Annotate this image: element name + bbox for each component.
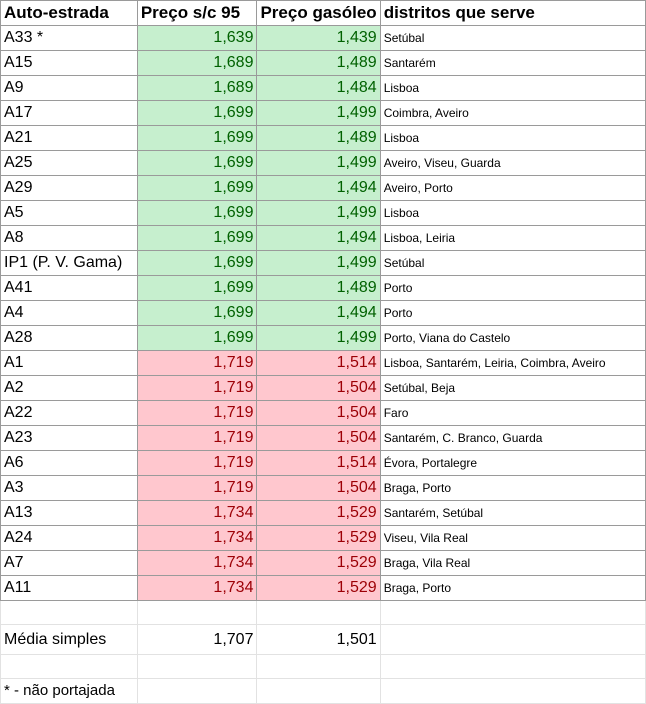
price-diesel-cell[interactable]: 1,499 xyxy=(257,151,380,176)
empty-cell[interactable] xyxy=(380,655,645,679)
road-cell[interactable]: A1 xyxy=(1,351,138,376)
price-diesel-cell[interactable]: 1,514 xyxy=(257,351,380,376)
price-95-cell[interactable]: 1,734 xyxy=(137,576,257,601)
districts-cell[interactable]: Braga, Porto xyxy=(380,476,645,501)
districts-cell[interactable]: Braga, Vila Real xyxy=(380,551,645,576)
table-row xyxy=(1,151,646,176)
districts-cell[interactable]: Évora, Portalegre xyxy=(380,451,645,476)
districts-cell[interactable]: Santarém xyxy=(380,51,645,76)
header-districts[interactable]: distritos que serve xyxy=(380,1,645,26)
average-row xyxy=(1,625,646,655)
price-diesel-cell[interactable]: 1,504 xyxy=(257,401,380,426)
road-cell[interactable]: A24 xyxy=(1,526,138,551)
districts-cell[interactable]: Santarém, Setúbal xyxy=(380,501,645,526)
road-cell[interactable]: A22 xyxy=(1,401,138,426)
empty-cell[interactable] xyxy=(1,601,138,625)
districts-cell[interactable]: Setúbal xyxy=(380,251,645,276)
road-cell[interactable]: A5 xyxy=(1,201,138,226)
price-95-cell[interactable]: 1,734 xyxy=(137,501,257,526)
price-95-cell[interactable]: 1,719 xyxy=(137,376,257,401)
price-diesel-cell[interactable]: 1,499 xyxy=(257,326,380,351)
price-95-cell[interactable]: 1,699 xyxy=(137,201,257,226)
empty-cell[interactable] xyxy=(380,625,645,655)
average-diesel[interactable]: 1,501 xyxy=(257,625,380,655)
table-row xyxy=(1,476,646,501)
districts-cell[interactable]: Lisboa, Leiria xyxy=(380,226,645,251)
table-row xyxy=(1,51,646,76)
note-row xyxy=(1,679,646,704)
districts-cell[interactable]: Setúbal xyxy=(380,26,645,51)
average-p95[interactable]: 1,707 xyxy=(137,625,257,655)
road-cell[interactable]: A4 xyxy=(1,301,138,326)
price-95-cell[interactable]: 1,699 xyxy=(137,151,257,176)
table-row xyxy=(1,401,646,426)
price-95-cell[interactable]: 1,719 xyxy=(137,401,257,426)
table-row xyxy=(1,251,646,276)
price-diesel-cell[interactable]: 1,504 xyxy=(257,376,380,401)
districts-cell[interactable]: Porto, Viana do Castelo xyxy=(380,326,645,351)
price-diesel-cell[interactable]: 1,529 xyxy=(257,551,380,576)
price-diesel-cell[interactable]: 1,489 xyxy=(257,51,380,76)
price-95-cell[interactable]: 1,719 xyxy=(137,426,257,451)
road-cell[interactable]: A25 xyxy=(1,151,138,176)
districts-cell[interactable]: Coimbra, Aveiro xyxy=(380,101,645,126)
price-diesel-cell[interactable]: 1,499 xyxy=(257,251,380,276)
price-diesel-cell[interactable]: 1,504 xyxy=(257,426,380,451)
price-diesel-cell[interactable]: 1,489 xyxy=(257,126,380,151)
table-row xyxy=(1,226,646,251)
blank-row xyxy=(1,655,646,679)
price-diesel-cell[interactable]: 1,514 xyxy=(257,451,380,476)
road-cell[interactable]: A33 * xyxy=(1,26,138,51)
empty-cell[interactable] xyxy=(257,655,380,679)
districts-cell[interactable]: Porto xyxy=(380,276,645,301)
price-95-cell[interactable]: 1,734 xyxy=(137,551,257,576)
table-row xyxy=(1,551,646,576)
price-diesel-cell[interactable]: 1,529 xyxy=(257,576,380,601)
price-diesel-cell[interactable]: 1,499 xyxy=(257,201,380,226)
table-row xyxy=(1,176,646,201)
table-row xyxy=(1,276,646,301)
price-diesel-cell[interactable]: 1,529 xyxy=(257,501,380,526)
price-diesel-cell[interactable]: 1,504 xyxy=(257,476,380,501)
districts-cell[interactable]: Aveiro, Viseu, Guarda xyxy=(380,151,645,176)
road-cell[interactable]: A7 xyxy=(1,551,138,576)
table-row xyxy=(1,376,646,401)
table-row xyxy=(1,126,646,151)
road-cell[interactable]: A29 xyxy=(1,176,138,201)
price-diesel-cell[interactable]: 1,484 xyxy=(257,76,380,101)
road-cell[interactable]: A2 xyxy=(1,376,138,401)
districts-cell[interactable]: Faro xyxy=(380,401,645,426)
price-95-cell[interactable]: 1,699 xyxy=(137,326,257,351)
price-95-cell[interactable]: 1,699 xyxy=(137,101,257,126)
road-cell[interactable]: A3 xyxy=(1,476,138,501)
districts-cell[interactable]: Lisboa xyxy=(380,126,645,151)
price-95-cell[interactable]: 1,699 xyxy=(137,126,257,151)
road-cell[interactable]: A8 xyxy=(1,226,138,251)
districts-cell[interactable]: Viseu, Vila Real xyxy=(380,526,645,551)
road-cell[interactable]: A13 xyxy=(1,501,138,526)
table-row xyxy=(1,101,646,126)
districts-cell[interactable]: Aveiro, Porto xyxy=(380,176,645,201)
empty-cell[interactable] xyxy=(380,601,645,625)
price-95-cell[interactable]: 1,689 xyxy=(137,51,257,76)
blank-row xyxy=(1,601,646,625)
empty-cell[interactable] xyxy=(137,601,257,625)
districts-cell[interactable]: Santarém, C. Branco, Guarda xyxy=(380,426,645,451)
road-cell[interactable]: A28 xyxy=(1,326,138,351)
road-cell[interactable]: IP1 (P. V. Gama) xyxy=(1,251,138,276)
price-diesel-cell[interactable]: 1,499 xyxy=(257,101,380,126)
empty-cell[interactable] xyxy=(380,679,645,704)
road-cell[interactable]: A9 xyxy=(1,76,138,101)
table-row xyxy=(1,351,646,376)
header-road[interactable]: Auto-estrada xyxy=(1,1,138,26)
districts-cell[interactable]: Lisboa, Santarém, Leiria, Coimbra, Aveiro xyxy=(380,351,645,376)
price-95-cell[interactable]: 1,719 xyxy=(137,451,257,476)
price-95-cell[interactable]: 1,719 xyxy=(137,476,257,501)
road-cell[interactable]: A17 xyxy=(1,101,138,126)
road-cell[interactable]: A15 xyxy=(1,51,138,76)
road-cell[interactable]: A11 xyxy=(1,576,138,601)
price-95-cell[interactable]: 1,699 xyxy=(137,251,257,276)
table-row xyxy=(1,451,646,476)
empty-cell[interactable] xyxy=(257,679,380,704)
road-cell[interactable]: A41 xyxy=(1,276,138,301)
road-cell[interactable]: A21 xyxy=(1,126,138,151)
table-row xyxy=(1,201,646,226)
table-row xyxy=(1,326,646,351)
empty-cell[interactable] xyxy=(137,655,257,679)
districts-cell[interactable]: Lisboa xyxy=(380,76,645,101)
price-95-cell[interactable]: 1,699 xyxy=(137,276,257,301)
price-diesel-cell[interactable]: 1,439 xyxy=(257,26,380,51)
price-95-cell[interactable]: 1,699 xyxy=(137,301,257,326)
empty-cell[interactable] xyxy=(137,679,257,704)
price-diesel-cell[interactable]: 1,494 xyxy=(257,176,380,201)
road-cell[interactable]: A6 xyxy=(1,451,138,476)
header-row xyxy=(1,1,646,26)
empty-cell[interactable] xyxy=(1,655,138,679)
price-95-cell[interactable]: 1,699 xyxy=(137,176,257,201)
average-label[interactable]: Média simples xyxy=(1,625,138,655)
table-row xyxy=(1,576,646,601)
price-95-cell[interactable]: 1,699 xyxy=(137,226,257,251)
price-diesel-cell[interactable]: 1,489 xyxy=(257,276,380,301)
districts-cell[interactable]: Setúbal, Beja xyxy=(380,376,645,401)
price-95-cell[interactable]: 1,734 xyxy=(137,526,257,551)
table-row xyxy=(1,501,646,526)
footnote[interactable]: * - não portajada xyxy=(1,679,138,704)
header-diesel[interactable]: Preço gasóleo xyxy=(257,1,380,26)
header-p95[interactable]: Preço s/c 95 xyxy=(137,1,257,26)
price-diesel-cell[interactable]: 1,529 xyxy=(257,526,380,551)
price-95-cell[interactable]: 1,639 xyxy=(137,26,257,51)
price-diesel-cell[interactable]: 1,494 xyxy=(257,301,380,326)
table-row xyxy=(1,26,646,51)
table-row xyxy=(1,301,646,326)
empty-cell[interactable] xyxy=(257,601,380,625)
table-row xyxy=(1,426,646,451)
districts-cell[interactable]: Lisboa xyxy=(380,201,645,226)
table-row xyxy=(1,526,646,551)
table-row xyxy=(1,76,646,101)
districts-cell[interactable]: Porto xyxy=(380,301,645,326)
price-diesel-cell[interactable]: 1,494 xyxy=(257,226,380,251)
price-95-cell[interactable]: 1,689 xyxy=(137,76,257,101)
districts-cell[interactable]: Braga, Porto xyxy=(380,576,645,601)
road-cell[interactable]: A23 xyxy=(1,426,138,451)
price-95-cell[interactable]: 1,719 xyxy=(137,351,257,376)
